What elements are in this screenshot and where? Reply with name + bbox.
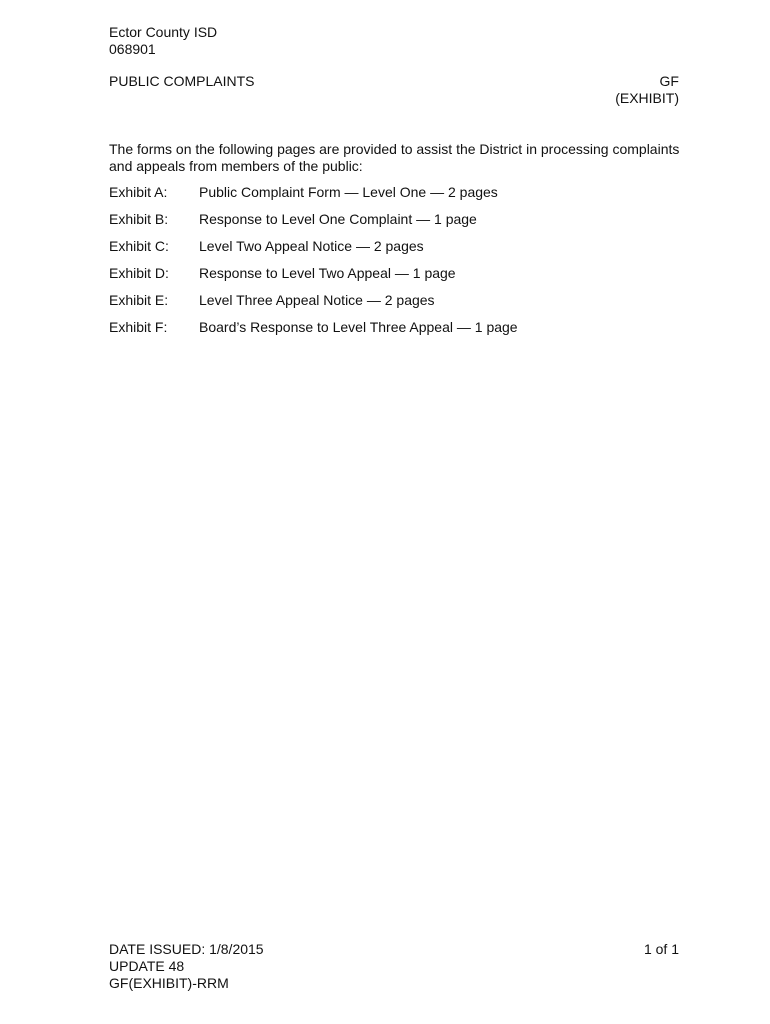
policy-code-block — [615, 73, 679, 107]
exhibit-description: Board’s Response to Level Three Appeal — 1 page — [199, 319, 518, 335]
district-number: 068901 — [109, 41, 156, 57]
exhibit-item — [109, 238, 669, 265]
exhibit-label: Exhibit D: — [109, 265, 169, 281]
exhibit-description: Public Complaint Form — Level One — 2 pages — [199, 184, 498, 200]
exhibit-label: Exhibit A: — [109, 184, 168, 200]
page-number: 1 of 1 — [643, 941, 679, 957]
date-issued: DATE ISSUED: 1/8/2015 — [109, 941, 264, 957]
exhibit-list — [109, 184, 669, 346]
exhibit-item — [109, 184, 669, 211]
exhibit-label: Exhibit C: — [109, 238, 169, 254]
document-code: GF(EXHIBIT)-RRM — [109, 975, 229, 991]
exhibit-description: Level Two Appeal Notice — 2 pages — [199, 238, 424, 254]
district-header — [109, 24, 409, 58]
exhibit-description: Response to Level One Complaint — 1 page — [199, 211, 477, 227]
policy-code: GF — [659, 73, 679, 89]
exhibit-label: Exhibit B: — [109, 211, 169, 227]
exhibit-label: Exhibit F: — [109, 319, 168, 335]
policy-code-qualifier: (EXHIBIT) — [615, 90, 679, 106]
exhibit-description: Level Three Appeal Notice — 2 pages — [199, 292, 435, 308]
section-title: PUBLIC COMPLAINTS — [109, 73, 255, 89]
document-footer — [109, 941, 264, 992]
intro-paragraph: The forms on the following pages are provided to assist the District in processing complaints and appeals from members of the public: — [109, 141, 680, 174]
exhibit-item — [109, 211, 669, 238]
update-number: UPDATE 48 — [109, 958, 185, 974]
exhibit-label: Exhibit E: — [109, 292, 169, 308]
exhibit-item — [109, 265, 669, 292]
exhibit-item — [109, 292, 669, 319]
exhibit-item — [109, 319, 669, 346]
exhibit-description: Response to Level Two Appeal — 1 page — [199, 265, 456, 281]
district-name: Ector County ISD — [109, 24, 218, 40]
